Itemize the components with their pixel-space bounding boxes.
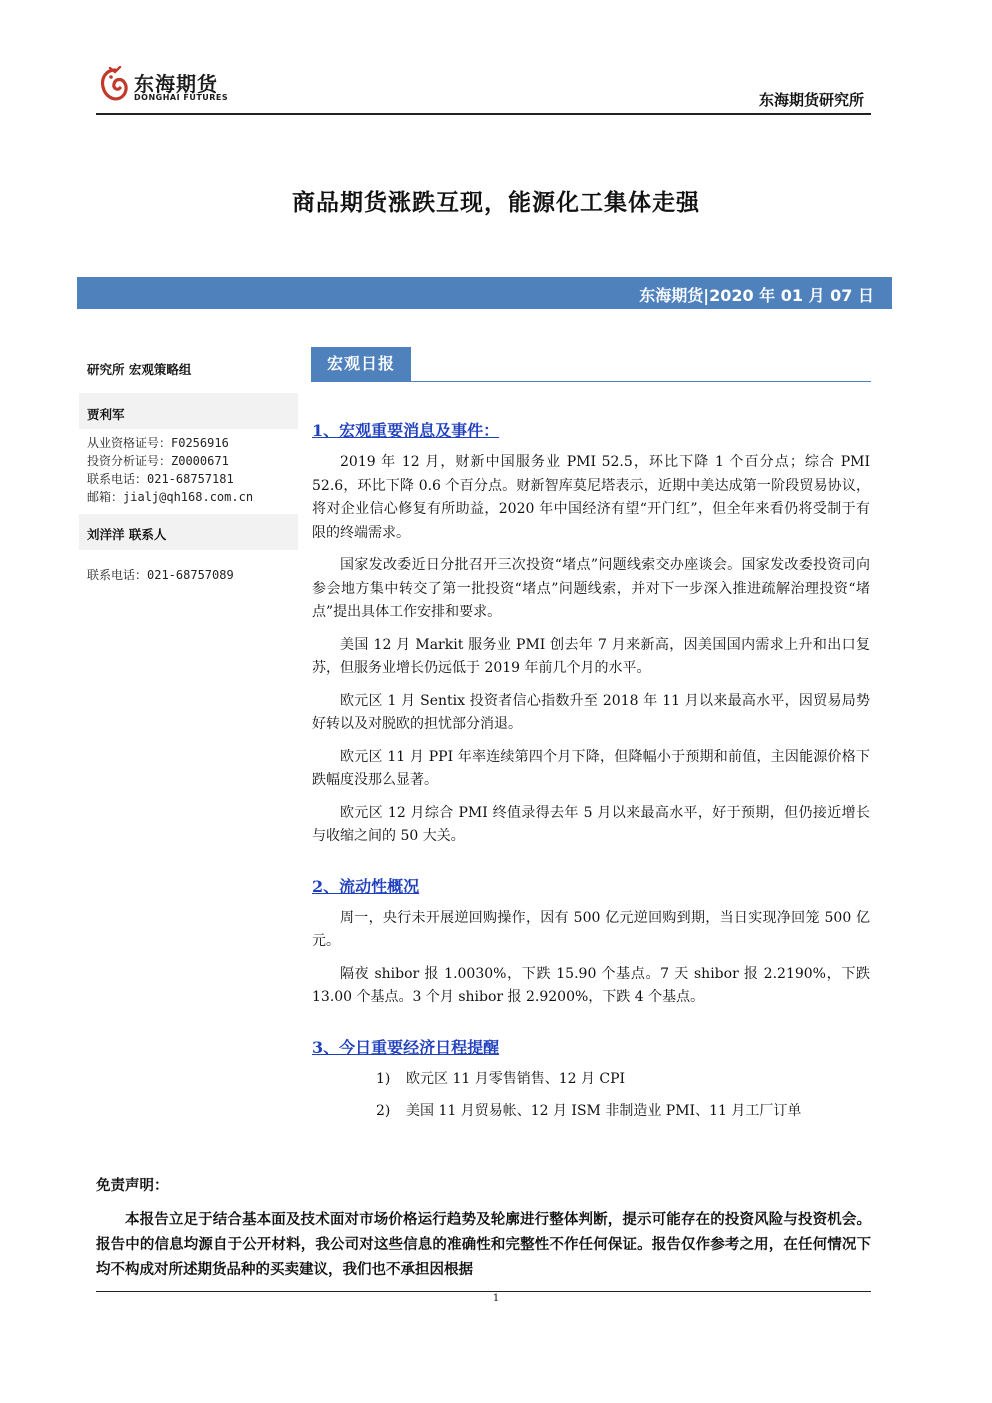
section-heading-macro-news: 1、宏观重要消息及事件： — [312, 421, 500, 440]
dragon-logo-icon — [98, 66, 132, 106]
paragraph: 美国 12 月 Markit 服务业 PMI 创去年 7 月来新高，因美国国内需求上升和出口复苏，但服务业增长仍远低于 2019 年前几个月的水平。 — [312, 636, 870, 676]
section-spacer — [312, 1019, 870, 1035]
logo-english-name: DONGHAI FUTURES — [134, 93, 229, 102]
analyst1-investment-cert: 投资分析证号：Z0000671 — [87, 454, 229, 468]
paragraph: 国家发改委近日分批召开三次投资“堵点”问题线索交办座谈会。国家发改委投资司向参会地方集中转交了第一批投资“堵点”问题线索，并对下一步深入推进疏解治理投资“堵点”提出具体工作安排和要求。 — [312, 557, 870, 620]
sidebar-analyst1-name: 贾利军 — [87, 407, 125, 422]
list-item-number: 1) — [376, 1070, 391, 1087]
footer-divider — [96, 1291, 871, 1292]
section-spacer — [312, 858, 870, 874]
section-heading-liquidity: 2、流动性概况 — [312, 876, 420, 896]
list-item — [376, 1100, 870, 1124]
sidebar-department: 研究所 宏观策略组 — [87, 362, 192, 377]
analyst1-email: 邮箱：jialj@qh168.com.cn — [87, 490, 254, 504]
paragraph: 欧元区 12 月综合 PMI 终值录得去年 5 月以来最高水平，好于预期，但仍接近增长与收缩之间的 50 大关。 — [312, 804, 870, 844]
sidebar-analyst1-info — [87, 434, 253, 506]
company-logo — [98, 66, 238, 110]
disclaimer-body: 本报告立足于结合基本面及技术面对市场价格运行趋势及轮廓进行整体判断，提示可能存在的投资风险与投资机会。报告中的信息均源自于公开材料，我公司对这些信息的准确性和完整性不作任何保证。报告仅作参考之用，在任何情况下均不构成对所述期货品种的买卖建议，我们也不承担因根据 — [96, 1211, 871, 1278]
disclaimer-heading: 免责声明： — [96, 1177, 169, 1194]
page-number: 1 — [492, 1293, 500, 1304]
section-heading-calendar: 3、今日重要经济日程提醒 — [312, 1037, 500, 1057]
sidebar-analyst2-name: 刘洋洋 联系人 — [87, 527, 167, 542]
list-item-number: 2) — [376, 1103, 391, 1119]
analyst1-phone: 联系电话：021-68757181 — [87, 472, 234, 486]
analyst1-qualification: 从业资格证号：F0256916 — [87, 436, 229, 450]
main-content — [312, 418, 870, 1133]
report-type-tag: 宏观日报 — [311, 347, 411, 382]
document-title: 商品期货涨跌互现，能源化工集体走强 — [292, 189, 700, 216]
paragraph: 欧元区 1 月 Sentix 投资者信心指数升至 2018 年 11 月以来最高水平，因贸易局势好转以及对脱欧的担忧部分消退。 — [312, 692, 870, 732]
date-banner-text: 东海期货|2020 年 01 月 07 日 — [639, 286, 874, 305]
list-item-text: 美国 11 月贸易帐、12 月 ISM 非制造业 PMI、11 月工厂订单 — [406, 1103, 802, 1119]
list-item-text: 欧元区 11 月零售销售、12 月 CPI — [406, 1070, 626, 1087]
paragraph: 周一，央行未开展逆回购操作，因有 500 亿元逆回购到期，当日实现净回笼 500 亿元。 — [312, 909, 870, 949]
date-banner — [77, 277, 892, 309]
paragraph: 2019 年 12 月，财新中国服务业 PMI 52.5，环比下降 1 个百分点；综合 PMI 52.6，环比下降 0.6 个百分点。财新智库莫尼塔表示，近期中美达成第一阶段贸易协议，将对企业信心修复有所助益，2020 年中国经济有望“开门红”，但全年来看仍将受制于有限的终端需求。 — [312, 454, 870, 541]
institute-name: 东海期货研究所 — [758, 91, 864, 109]
sidebar-analyst2-phone: 联系电话：021-68757089 — [87, 568, 234, 582]
list-item — [376, 1068, 870, 1092]
header-divider — [96, 113, 871, 115]
paragraph: 欧元区 11 月 PPI 年率连续第四个月下降，但降幅小于预期和前值，主因能源价格下跌幅度没那么显著。 — [312, 748, 870, 788]
tag-divider — [311, 381, 871, 382]
paragraph: 隔夜 shibor 报 1.0030%，下跌 15.90 个基点。7 天 shibor 报 2.2190%，下跌 13.00 个基点。3 个月 shibor 报 2.9200%，下跌 4 个基点。 — [312, 965, 870, 1005]
logo-chinese-name: 东海期货 — [134, 72, 218, 96]
